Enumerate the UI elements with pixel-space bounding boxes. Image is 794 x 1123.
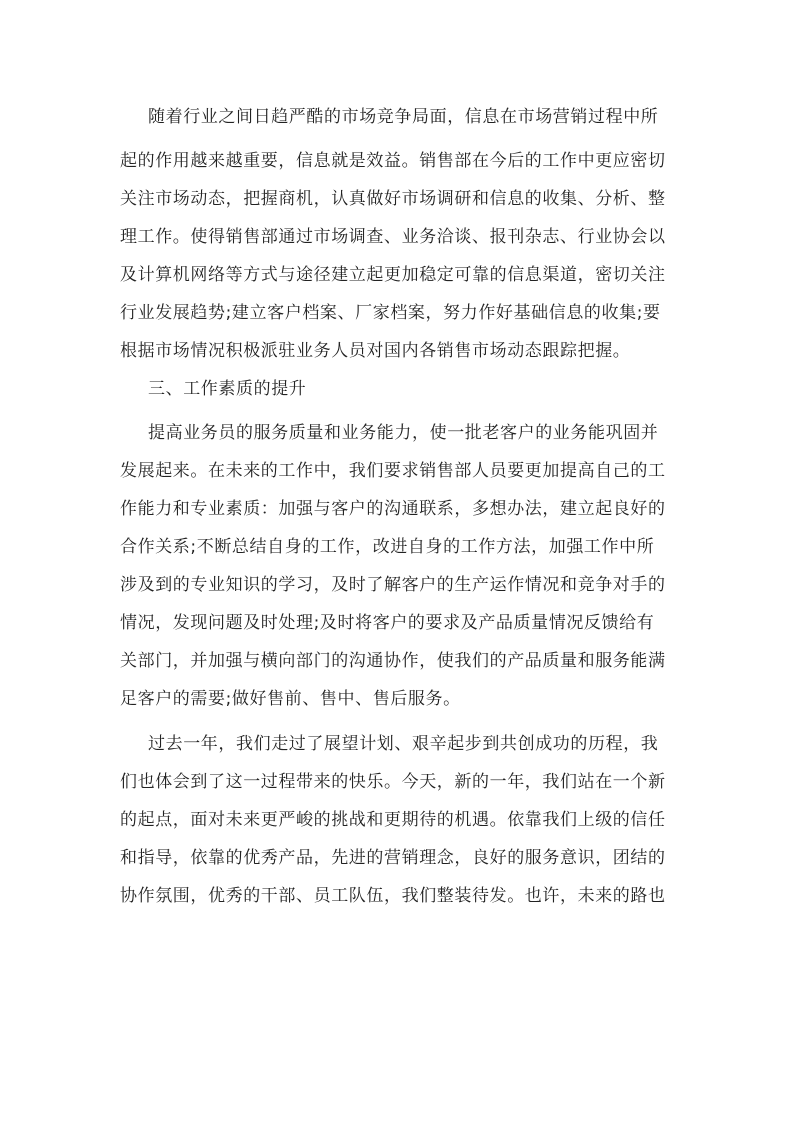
paragraph-line: 提高业务员的服务质量和业务能力，使一批老客户的业务能巩固并 bbox=[148, 423, 659, 443]
paragraph-line: 情况，发现问题及时处理;及时将客户的要求及产品质量情况反馈给有 bbox=[120, 613, 655, 633]
paragraph-line: 行业发展趋势;建立客户档案、厂家档案，努力作好基础信息的收集;要 bbox=[120, 303, 661, 323]
paragraph-line: 随着行业之间日趋严酷的市场竞争局面，信息在市场营销过程中所 bbox=[148, 107, 659, 127]
paragraph-line: 协作氛围，优秀的干部、员工队伍，我们整装待发。也许，未来的路也 bbox=[120, 886, 666, 906]
paragraph-line: 过去一年，我们走过了展望计划、艰辛起步到共创成功的历程，我 bbox=[148, 734, 659, 754]
paragraph-line: 们也体会到了这一过程带来的快乐。今天，新的一年，我们站在一个新 bbox=[120, 772, 666, 792]
paragraph-line: 及计算机网络等方式与途径建立起更加稳定可靠的信息渠道，密切关注 bbox=[120, 265, 666, 285]
paragraph-line: 的起点，面对未来更严峻的挑战和更期待的机遇。依靠我们上级的信任 bbox=[120, 810, 666, 830]
paragraph-line: 涉及到的专业知识的学习，及时了解客户的生产运作情况和竞争对手的 bbox=[120, 575, 666, 595]
paragraph-line: 根据市场情况积极派驻业务人员对国内各销售市场动态跟踪把握。 bbox=[120, 341, 631, 361]
paragraph-line: 和指导，依靠的优秀产品，先进的营销理念，良好的服务意识，团结的 bbox=[120, 848, 666, 868]
paragraph-line: 起的作用越来越重要，信息就是效益。销售部在今后的工作中更应密切 bbox=[120, 151, 666, 171]
paragraph-line: 作能力和专业素质：加强与客户的沟通联系，多想办法，建立起良好的 bbox=[120, 499, 666, 519]
paragraph-line: 关部门，并加强与横向部门的沟通协作，使我们的产品质量和服务能满 bbox=[120, 651, 666, 671]
paragraph-line: 关注市场动态，把握商机，认真做好市场调研和信息的收集、分析、整 bbox=[120, 189, 666, 209]
section-heading: 三、工作素质的提升 bbox=[148, 379, 307, 399]
paragraph-line: 合作关系;不断总结自身的工作，改进自身的工作方法，加强工作中所 bbox=[120, 537, 655, 557]
paragraph-line: 足客户的需要;做好售前、售中、售后服务。 bbox=[120, 689, 461, 709]
paragraph-line: 理工作。使得销售部通过市场调查、业务洽谈、报刊杂志、行业协会以 bbox=[120, 227, 666, 247]
paragraph-line: 发展起来。在未来的工作中，我们要求销售部人员要更加提高自己的工 bbox=[120, 461, 666, 481]
